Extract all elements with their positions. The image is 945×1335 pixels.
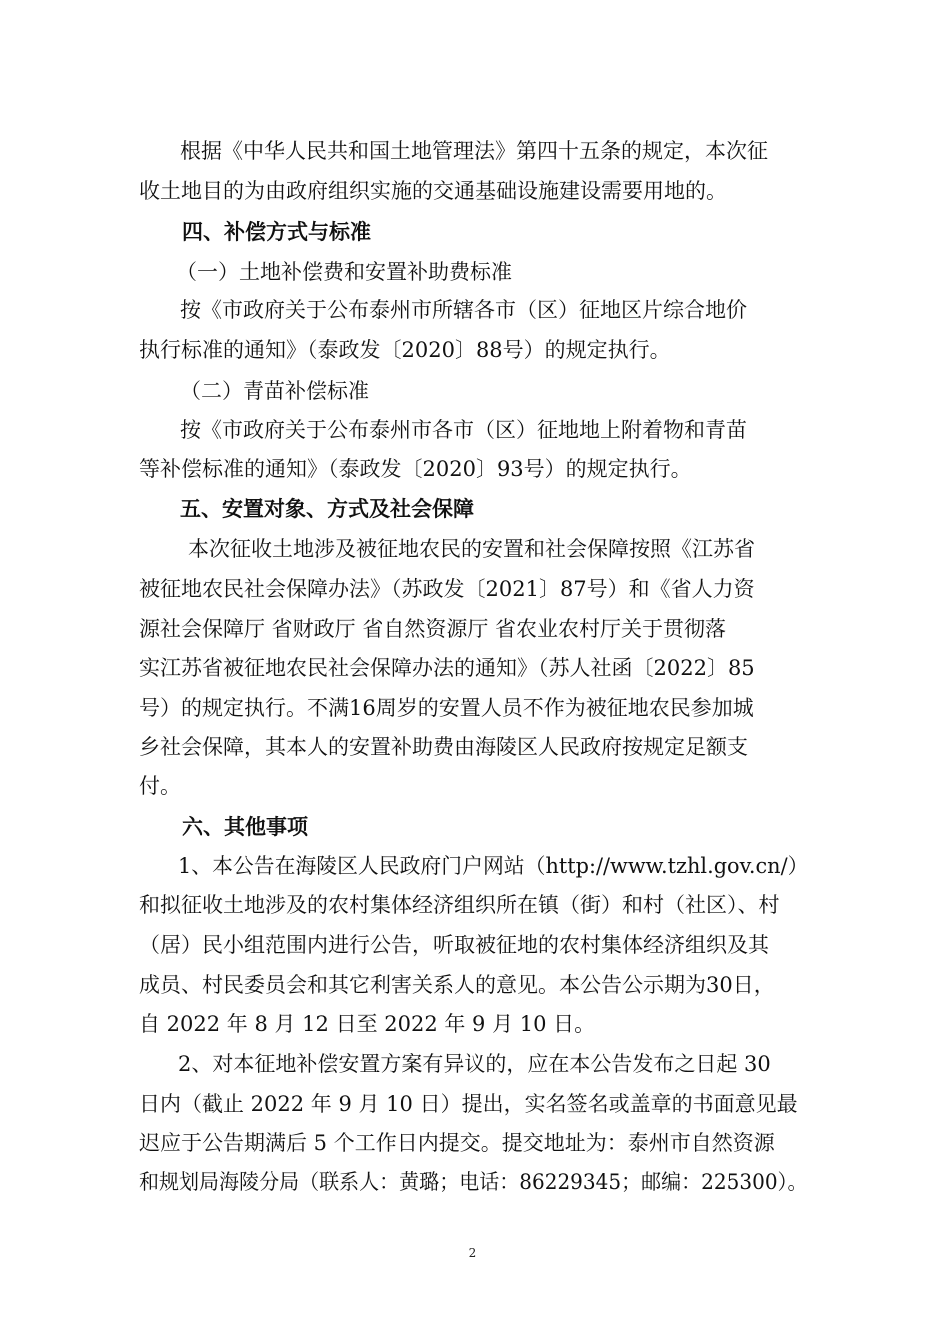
paragraph-line: 日内（截止 2022 年 9 月 10 日）提出，实名签名或盖章的书面意见最 — [139, 1092, 798, 1116]
section-heading: 四、补偿方式与标准 — [182, 220, 371, 244]
paragraph-line: 自 2022 年 8 月 12 日至 2022 年 9 月 10 日。 — [139, 1012, 596, 1036]
subsection-heading: （二）青苗补偿标准 — [180, 379, 369, 403]
paragraph-line: 源社会保障厅 省财政厅 省自然资源厅 省农业农村厅关于贯彻落 — [139, 617, 727, 641]
paragraph-line: 迟应于公告期满后 5 个工作日内提交。提交地址为：泰州市自然资源 — [139, 1131, 775, 1155]
paragraph-line: 和规划局海陵分局（联系人：黄璐；电话：86229345；邮编：225300）。 — [139, 1170, 808, 1194]
paragraph-line: 被征地农民社会保障办法》（苏政发〔2021〕87号）和《省人力资 — [139, 577, 755, 601]
paragraph-line: 根据《中华人民共和国土地管理法》第四十五条的规定，本次征 — [180, 139, 768, 163]
paragraph-line: 按《市政府关于公布泰州市所辖各市（区）征地区片综合地价 — [180, 298, 747, 322]
paragraph-line: 号）的规定执行。不满16周岁的安置人员不作为被征地农民参加城 — [139, 696, 754, 720]
paragraph-line: 乡社会保障，其本人的安置补助费由海陵区人民政府按规定足额支 — [139, 735, 748, 759]
subsection-heading: （一）土地补偿费和安置补助费标准 — [176, 260, 512, 284]
paragraph-line: 1、本公告在海陵区人民政府门户网站（http://www.tzhl.gov.cn/） — [178, 854, 809, 878]
paragraph-line: 本次征收土地涉及被征地农民的安置和社会保障按照《江苏省 — [188, 537, 755, 561]
section-heading: 六、其他事项 — [182, 815, 308, 839]
paragraph-line: 按《市政府关于公布泰州市各市（区）征地地上附着物和青苗 — [180, 418, 747, 442]
section-heading: 五、安置对象、方式及社会保障 — [180, 497, 474, 521]
paragraph-line: 等补偿标准的通知》（泰政发〔2020〕93号）的规定执行。 — [139, 457, 692, 481]
page-number: 2 — [468, 1246, 477, 1260]
paragraph-line: 付。 — [139, 774, 181, 798]
paragraph-line: 成员、村民委员会和其它利害关系人的意见。本公告公示期为30日， — [139, 973, 775, 997]
paragraph-line: 执行标准的通知》（泰政发〔2020〕88号）的规定执行。 — [139, 338, 671, 362]
paragraph-line: （居）民小组范围内进行公告，听取被征地的农村集体经济组织及其 — [139, 933, 769, 957]
paragraph-line: 和拟征收土地涉及的农村集体经济组织所在镇（街）和村（社区）、村 — [139, 893, 780, 917]
paragraph-line: 实江苏省被征地农民社会保障办法的通知》（苏人社函〔2022〕85 — [139, 656, 755, 680]
paragraph-line: 2、对本征地补偿安置方案有异议的，应在本公告发布之日起 30 — [178, 1052, 771, 1076]
paragraph-line: 收土地目的为由政府组织实施的交通基础设施建设需要用地的。 — [139, 179, 727, 203]
